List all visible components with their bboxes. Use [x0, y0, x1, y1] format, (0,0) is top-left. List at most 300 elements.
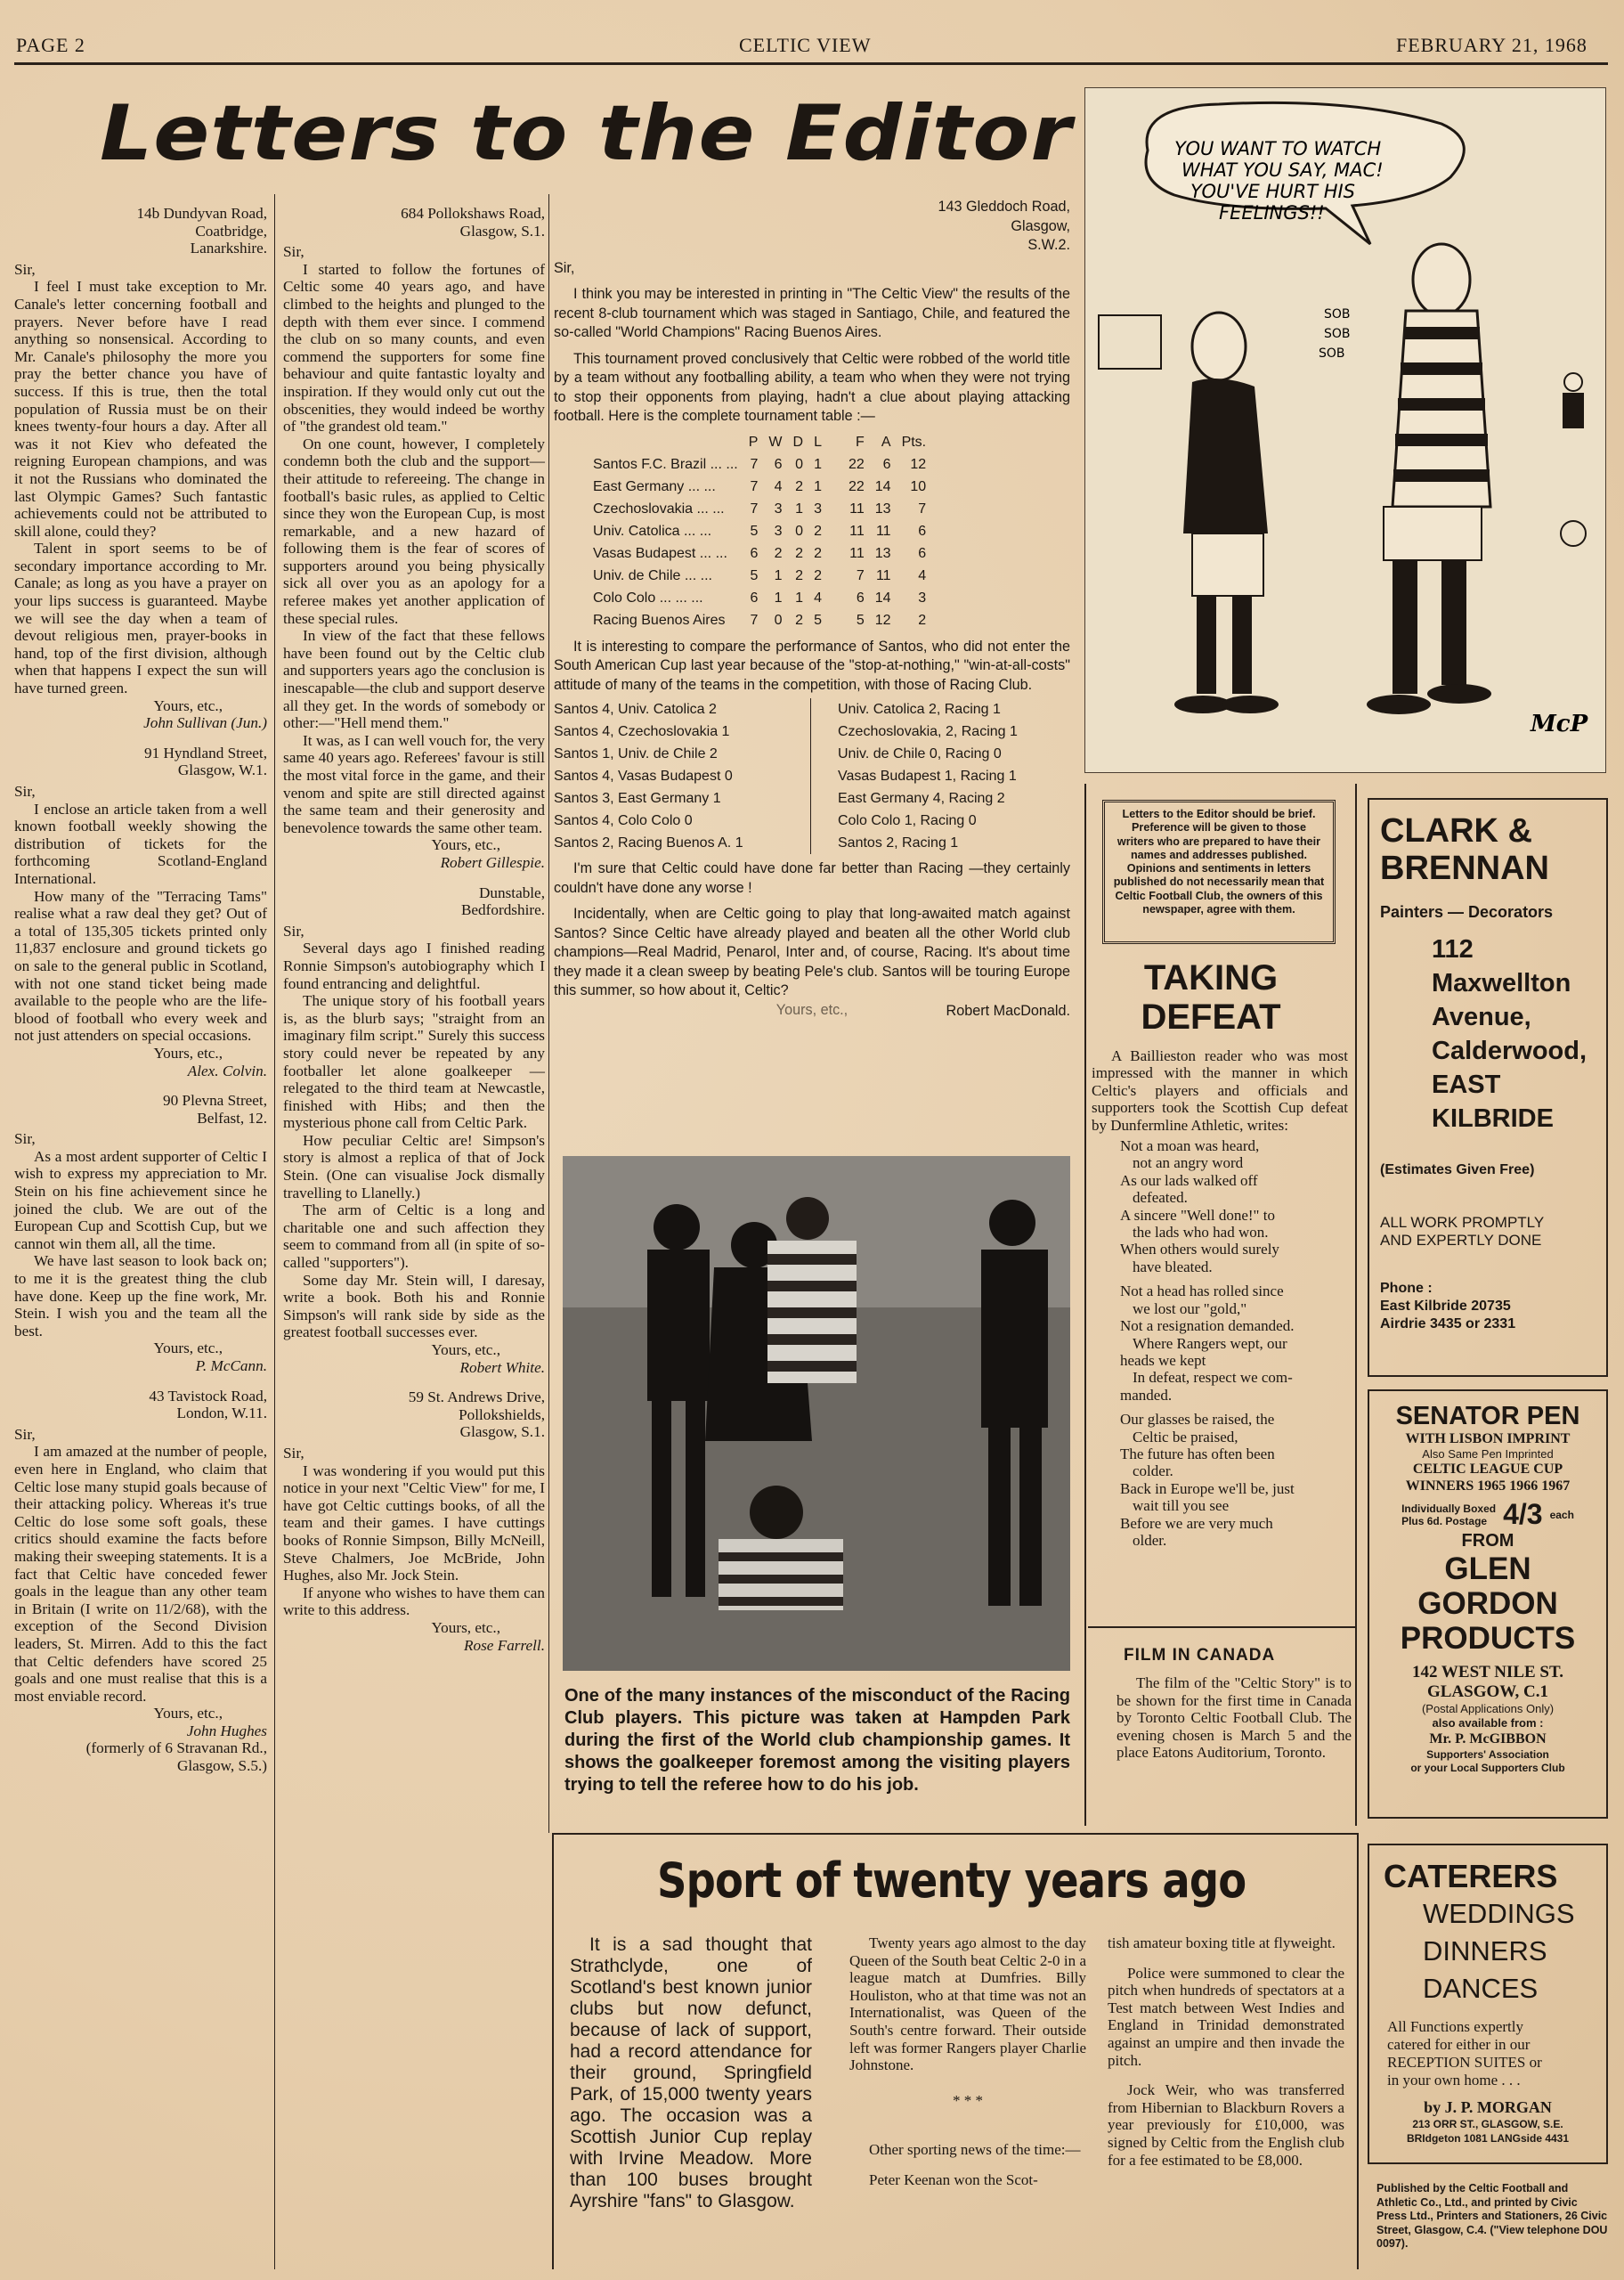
poem-line: Where Rangers wept, our	[1133, 1334, 1287, 1352]
col-head: Pts.	[901, 435, 927, 451]
letter-paragraph: If anyone who wishes to have them can write to this address.	[283, 1584, 545, 1619]
signature: Robert Gillespie.	[440, 853, 545, 871]
letter-paragraph: The arm of Celtic is a long and charitable one and such affection they seem to command from all (in spite of so-called "supporters").	[283, 1201, 545, 1272]
result-line: Vasas Budapest 1, Racing 1	[838, 769, 1017, 784]
salutation: Sir,	[283, 922, 304, 940]
poem-line: Before we are very much	[1120, 1514, 1273, 1532]
sport-paragraph: tish amateur boxing title at flyweight.	[1108, 1934, 1336, 1951]
letter-paragraph: I was wondering if you would put this notice in your next "Celtic View" for me, I have got Celtic cuttings books, of all the team and their games. I have cuttings books of Ronnie Simpson, Billy McNeill, Steve Chalmers, Joe McBride, John Hughes, also Mr. Jock Stein.	[283, 1462, 545, 1584]
salutation: Sir,	[14, 1130, 36, 1148]
player-leg-icon	[1441, 560, 1466, 685]
letter-paragraph: It was, as I can well vouch for, the very same 40 years ago. Referees' favour is still the most vital force in the game, and their venom and spite are still directed against the same team and their generosity and benevolence towards the same other team.	[283, 731, 545, 836]
sport-paragraph: Peter Keenan won the Scot-	[869, 2170, 1038, 2188]
ad-tel: BRIdgeton 1081 LANGside 4431	[1406, 2132, 1570, 2145]
table-cell: 12	[874, 613, 891, 629]
referee-boot-icon	[1222, 696, 1279, 713]
yours: Yours, etc.,	[153, 696, 223, 714]
sob-text: SOB	[1324, 307, 1351, 322]
ad-address: 112	[1432, 935, 1474, 964]
team-name: Racing Buenos Aires	[593, 613, 726, 629]
table-cell: 3	[918, 590, 927, 607]
poem-line: Not a moan was heard,	[1120, 1137, 1260, 1155]
table-row	[588, 543, 931, 566]
salutation: Sir,	[14, 783, 36, 800]
notice-text: Letters to the Editor should be brief. Preference will be given to those writers who are prepared to have their names and addresses published. Opinions and sentiments in letters published do not necessarily mean that Celtic Football Club, the owners of this newspaper, agree with them.	[1113, 808, 1325, 916]
letter-paragraph: How peculiar Celtic are! Simpson's story is almost a replica of that of Jock Stein. (One can visualise Jock dismally travelling to Llanelly.)	[283, 1131, 545, 1201]
table-cell: 4	[814, 590, 822, 607]
column-2	[283, 205, 545, 1654]
ad-text: in your own home . . .	[1387, 2072, 1521, 2089]
letter-address: Glasgow, W.1.	[177, 761, 267, 779]
column-rule	[548, 194, 549, 1833]
ad-phone: East Kilbride 20735	[1380, 1299, 1511, 1314]
ad-text: RECEPTION SUITES or	[1387, 2054, 1542, 2071]
letter-address: Glasgow,	[1011, 217, 1070, 234]
letter-paragraph: It is interesting to compare the performance of Santos, who did not enter the South American Cup last year because of the "stop-at-nothing," "win-at-all-costs" attitude of many of the teams in the competition, with those of Racing Club.	[554, 638, 1070, 693]
col-head: A	[881, 435, 891, 451]
letter-address: London, W.11.	[176, 1405, 267, 1422]
poem-line: Not a head has rolled since	[1120, 1282, 1284, 1300]
former-address: Glasgow, S.5.)	[176, 1757, 267, 1775]
ad-sub: WITH LISBON IMPRINT	[1405, 1431, 1571, 1446]
table-row	[588, 566, 931, 588]
table-cell: 0	[795, 457, 804, 473]
table-cell: 11	[875, 568, 891, 584]
ad-each: each	[1549, 1508, 1574, 1521]
team-name: Colo Colo ... ... ...	[593, 590, 703, 607]
ad-address: Avenue,	[1432, 1003, 1531, 1031]
table-cell: 1	[795, 501, 804, 517]
signature: John Hughes	[186, 1722, 267, 1739]
poem-line: The future has often been	[1120, 1445, 1275, 1462]
table-cell: 2	[814, 524, 822, 540]
table-cell: 3	[774, 524, 783, 540]
poem-line: the lads who had won.	[1133, 1224, 1269, 1242]
table-cell: 2	[774, 546, 783, 562]
yours: Yours, etc.,	[153, 1705, 223, 1722]
letter-address: Glasgow, S.1.	[459, 222, 545, 240]
result-line: Santos 2, Racing 1	[838, 835, 959, 851]
ad-phone-label: Phone :	[1380, 1281, 1433, 1296]
poem-line: As our lads walked off	[1120, 1171, 1258, 1189]
salutation: Sir,	[14, 260, 36, 278]
table-cell: 6	[918, 546, 927, 562]
ad-phone: Airdrie 3435 or 2331	[1380, 1316, 1516, 1331]
ad-text: All Functions expertly	[1387, 2018, 1523, 2035]
letter-address: 43 Tavistock Road,	[149, 1387, 267, 1405]
sport-paragraph: It is a sad thought that Strathclyde, one of Scotland's best known junior clubs but now defunct, because of lack of support, had a record attendance for their ground, Springfield Park, of 15,000 twenty years ago. The occasion was a Scottish Junior Cup replay with Irvine Meadow. More than 100 buses brought Ayrshire "fans" to Glasgow.	[570, 1934, 812, 2211]
match-photo	[563, 1156, 1070, 1671]
ad-promise: AND EXPERTLY DONE	[1380, 1232, 1542, 1249]
result-line: Univ. de Chile 0, Racing 0	[838, 746, 1002, 761]
referee-body-icon	[1183, 379, 1268, 533]
table-cell: 6	[774, 457, 783, 473]
sport-paragraph: Other sporting news of the time:—	[869, 2141, 1081, 2159]
letter-address: 684 Pollokshaws Road,	[401, 205, 545, 222]
team-name: Santos F.C. Brazil ... ...	[593, 457, 738, 473]
table-cell: 13	[874, 546, 891, 562]
poem-line: have bleated.	[1133, 1258, 1213, 1275]
result-line: Santos 1, Univ. de Chile 2	[554, 746, 718, 761]
film-text: The film of the "Celtic Story" is to be shown for the first time in Canada by Toronto Celtic Football Club. The evening chosen is March 5 and the place Eatons Auditorium, Toronto.	[1116, 1674, 1352, 1762]
letter-paragraph: Some day Mr. Stein will, I daresay, write a book. Both his and Ronnie Simpson's will rank side by side as the greatest football successes ever.	[283, 1271, 545, 1341]
column-3	[554, 198, 1070, 1022]
table-cell: 22	[848, 479, 865, 495]
poem	[1120, 1137, 1348, 1549]
table-header	[588, 432, 931, 454]
ad-caterers	[1368, 1844, 1608, 2164]
letter-paragraph: On one count, however, I completely condemn both the club and the support—their attitude to refereeing. The change in football's basic rules, as applied to Celtic since they won the European Cup, is most remarkable, and a new hazard of following them is the fear of scores of supporters around you being physically sick all over you as an apology for a referee makes yet another application of these special rules.	[283, 435, 545, 627]
table-cell: 6	[918, 524, 927, 540]
ad-addr: 213 ORR ST., GLASGOW, S.E.	[1412, 2118, 1563, 2130]
sob-text: SOB	[1324, 327, 1351, 341]
photo-image	[563, 1156, 1070, 1671]
poem-line: Not a resignation demanded.	[1120, 1317, 1295, 1335]
table-cell: 4	[774, 479, 783, 495]
ad-address: Calderwood,	[1432, 1037, 1587, 1065]
table-cell: 0	[774, 613, 783, 629]
letter-address: 90 Plevna Street,	[163, 1092, 267, 1110]
ad-assoc: or your Local Supporters Club	[1410, 1762, 1565, 1774]
ad-postal: (Postal Applications Only)	[1421, 1702, 1555, 1715]
ad-promise: ALL WORK PROMPTLY	[1380, 1214, 1545, 1231]
table-cell: 7	[918, 501, 927, 517]
table-row	[588, 610, 931, 632]
ad-estimates: (Estimates Given Free)	[1380, 1162, 1535, 1177]
table-row	[588, 476, 931, 499]
table-cell: 13	[874, 501, 891, 517]
goal-icon	[1099, 315, 1161, 369]
ad-title: SENATOR PEN	[1395, 1402, 1580, 1430]
column-1	[14, 205, 267, 1775]
ad-address: KILBRIDE	[1432, 1104, 1554, 1133]
table-cell: 6	[882, 457, 891, 473]
ad-text: catered for either in our	[1387, 2036, 1531, 2053]
team-name: Czechoslovakia ... ...	[593, 501, 725, 517]
sob-text: SOB	[1319, 346, 1345, 361]
result-line: Santos 4, Univ. Catolica 2	[554, 702, 717, 717]
result-line: Santos 2, Racing Buenos A. 1	[554, 835, 743, 851]
poem-line: older.	[1133, 1531, 1167, 1549]
letter-address: 143 Gleddoch Road,	[938, 199, 1070, 215]
film-body	[1116, 1674, 1352, 1762]
sport-title: Sport of twenty years ago	[657, 1852, 1246, 1909]
table-cell: 6	[750, 590, 759, 607]
poem-line: we lost our "gold,"	[1133, 1299, 1247, 1317]
bubble-line: YOU WANT TO WATCH	[1174, 138, 1382, 159]
referee-leg-icon	[1197, 596, 1216, 694]
santos-results	[554, 698, 811, 854]
ad-clark-brennan	[1368, 798, 1608, 1377]
cartoonist-signature: McP	[1531, 711, 1588, 737]
table-cell: 3	[774, 501, 783, 517]
poem-stanza	[1120, 1411, 1348, 1549]
table-row	[588, 521, 931, 543]
signature: P. McCann.	[195, 1357, 267, 1374]
results-block	[554, 698, 1070, 854]
signature: Robert White.	[459, 1358, 545, 1376]
table-cell: 2	[814, 568, 822, 584]
table-row	[588, 499, 931, 521]
table-cell: 6	[856, 590, 865, 607]
poem-stanza	[1120, 1282, 1348, 1404]
result-line: Univ. Catolica 2, Racing 1	[838, 702, 1001, 717]
table-cell: 7	[750, 457, 759, 473]
cartoon-drawing	[1085, 88, 1605, 772]
ad-addr: 142 WEST NILE ST.	[1411, 1663, 1564, 1682]
ad-boxed: Individually Boxed	[1401, 1502, 1497, 1515]
player-boot-icon	[1367, 695, 1431, 714]
photo-caption: One of the many instances of the misconduct of the Racing Club players. This picture was taken at Hampden Park during the first of the World club championship games. It shows the goalkeeper foremost among the visiting players trying to tell the referee how to do his job.	[564, 1686, 1070, 1795]
table-cell: 10	[910, 479, 927, 495]
poem-line: Celtic be praised,	[1133, 1428, 1238, 1445]
poem-line: When others would surely	[1120, 1241, 1279, 1258]
stars-divider: * * *	[953, 2091, 983, 2109]
ad-price: 4/3	[1503, 1498, 1543, 1530]
salutation: Sir,	[554, 259, 575, 276]
table-cell: 5	[750, 524, 759, 540]
sport-paragraph: Twenty years ago almost to the day Queen of the South beat Celtic 2-0 in a league match at Dumfries. Billy Houliston, who at that time was not an Internationalist, was Queen of the South's centre forward. Their outside left was former Rangers player Charlie Johnstone.	[849, 1934, 1086, 2074]
table-cell: 4	[918, 568, 927, 584]
letter-address: 59 St. Andrews Drive,	[408, 1388, 545, 1406]
ball-icon	[1561, 521, 1586, 546]
letter-paragraph: I think you may be interested in printing in "The Celtic View" the results of the recent 8-club tournament which was staged in Santiago, Chile, and featured the so-called "World Champions" Racing Buenos Aires.	[554, 286, 1070, 340]
ad-item: WEDDINGS	[1423, 1898, 1575, 1929]
table-cell: 3	[814, 501, 822, 517]
ad-firm: GLEN	[1444, 1551, 1531, 1586]
poem-line: In defeat, respect we com-	[1133, 1369, 1293, 1387]
ad-cup: CELTIC LEAGUE CUP	[1412, 1462, 1563, 1477]
table-row	[588, 454, 931, 476]
ad-firm: GORDON	[1417, 1586, 1558, 1621]
ad-by: by J. P. MORGAN	[1424, 2098, 1552, 2116]
result-line: Santos 3, East Germany 1	[554, 791, 721, 806]
ad-agent: Mr. P. McGIBBON	[1429, 1731, 1547, 1747]
table-cell: 2	[795, 479, 804, 495]
team-name: Vasas Budapest ... ...	[593, 546, 727, 562]
team-name: Univ. Catolica ... ...	[593, 524, 712, 540]
table-cell: 2	[795, 546, 804, 562]
player-shorts-icon	[1384, 507, 1482, 560]
film-rule	[1088, 1626, 1355, 1628]
yours: Yours, etc.,	[153, 1340, 223, 1357]
signature: Rose Farrell.	[463, 1636, 545, 1654]
letter-address: Dunstable,	[479, 884, 545, 901]
ad-title: CATERERS	[1384, 1858, 1558, 1894]
ad-address: EAST	[1432, 1071, 1501, 1099]
letter-paragraph: This tournament proved conclusively that Celtic were robbed of the world title by a team without any footballing ability, a team who when they were not trying to stop their opponents from playing, hadn't a clue about playing attacking football. Here is the complete tournament table :—	[554, 350, 1070, 424]
table-cell: 12	[910, 457, 927, 473]
table-cell: 5	[814, 613, 822, 629]
table-cell: 2	[814, 546, 822, 562]
table-cell: 7	[856, 568, 865, 584]
table-cell: 2	[795, 613, 804, 629]
table-cell: 11	[849, 501, 865, 517]
tournament-table	[588, 432, 931, 632]
poem-line: defeated.	[1133, 1189, 1188, 1207]
ad-item: DANCES	[1423, 1973, 1539, 2004]
team-name: Univ. de Chile ... ...	[593, 568, 712, 584]
letter-address: Pollokshields,	[459, 1405, 545, 1423]
poem-line: manded.	[1120, 1386, 1173, 1404]
title-line: TAKING	[1143, 958, 1279, 998]
publisher-note: Published by the Celtic Football and Athletic Co., Ltd., and printed by Civic Press Ltd., Printers and Stationers, 26 Civic Street, Glasgow, C.4. ("View telephone DOU 0097).	[1376, 2182, 1608, 2250]
ad-senator-pen	[1368, 1389, 1608, 1819]
salutation: Sir,	[283, 243, 304, 261]
signature: Alex. Colvin.	[187, 1062, 267, 1079]
table-cell: 7	[750, 613, 759, 629]
letter-paragraph: I enclose an article taken from a well known football weekly showing the distribution of tickets for the forthcoming Scotland-England International.	[14, 800, 267, 887]
poem-line: Back in Europe we'll be, just	[1120, 1479, 1295, 1497]
player-head-icon	[1413, 244, 1470, 315]
bubble-line: WHAT YOU SAY, MAC!	[1181, 159, 1384, 181]
notice-box	[1102, 800, 1336, 944]
letter-paragraph: Talent in sport seems to be of secondary importance according to Mr. Canale; as long as you have a prayer on your lips success is guaranteed. Maybe we will see the day when a team of devout religious men, prayer-books in hand, top of the first division, although when that happens I expect the sun will have turned green.	[14, 540, 267, 697]
letter-address: 14b Dundyvan Road,	[136, 205, 267, 222]
former-address: (formerly of 6 Stravanan Rd.,	[85, 1739, 267, 1757]
yours: Yours, etc.,	[775, 1001, 849, 1018]
result-line: Santos 4, Vasas Budapest 0	[554, 769, 733, 784]
yours: Yours, etc.,	[431, 1618, 500, 1636]
salutation: Sir,	[14, 1425, 36, 1443]
table-cell: 5	[856, 613, 865, 629]
result-line: Colo Colo 1, Racing 0	[838, 813, 977, 828]
referee-leg-icon	[1232, 596, 1252, 694]
bubble-line: YOU'VE HURT HIS	[1190, 181, 1356, 202]
table-cell: 11	[875, 524, 891, 540]
ad-name: BRENNAN	[1380, 850, 1549, 887]
masthead: Letters to the Editor	[100, 89, 1073, 178]
poem-line: Our glasses be raised, the	[1120, 1411, 1275, 1429]
table-cell: 0	[795, 524, 804, 540]
col-head: D	[792, 435, 804, 451]
ad-addr: GLASGOW, C.1	[1426, 1682, 1549, 1701]
table-cell: 1	[774, 568, 783, 584]
salutation: Sir,	[283, 1444, 304, 1462]
poem-line: A sincere "Well done!" to	[1120, 1206, 1275, 1224]
yours: Yours, etc.,	[153, 1044, 223, 1062]
referee-head-icon	[1192, 313, 1246, 380]
sport-col-1	[570, 1934, 812, 2212]
taking-defeat-body	[1092, 1047, 1348, 1556]
cartoon	[1084, 87, 1606, 773]
column-rule	[1084, 784, 1086, 1826]
letter-paragraph: I started to follow the fortunes of Celtic some 40 years ago, and have climbed to the heights and plunged to the depth with them ever since. I commend the club on so many counts, and even commend the supporters for some fine behaviour and quite fantastic loyalty and inspiration. If they would only cut out the obscenities, they would indeed be worthy of "the grandest old team."	[283, 260, 545, 436]
sport-paragraph: Police were summoned to clear the pitch when hundreds of spectators at a Test match between West Indies and England in Trinidad demonstrated against an umpire and then invade the pitch.	[1108, 1964, 1344, 2069]
team-name: East Germany ... ...	[593, 479, 716, 495]
col-head: W	[768, 435, 783, 451]
poem-stanza	[1120, 1137, 1348, 1275]
player-leg-icon	[1393, 560, 1417, 694]
col-head: F	[855, 435, 865, 451]
ad-item: DINNERS	[1423, 1935, 1547, 1966]
letter-paragraph: I'm sure that Celtic could have done far better than Racing —they certainly couldn't have done any worse !	[554, 860, 1070, 896]
letter-paragraph: Several days ago I finished reading Ronnie Simpson's autobiography which I found entrancing and delightful.	[283, 940, 545, 992]
table-cell: 22	[848, 457, 865, 473]
yours: Yours, etc.,	[431, 1341, 500, 1358]
referee-shorts-icon	[1192, 533, 1263, 596]
title-line: DEFEAT	[1141, 998, 1281, 1037]
sport-col-3	[1108, 1934, 1344, 2169]
letter-address: Bedfordshire.	[460, 901, 545, 919]
table-cell: 7	[750, 479, 759, 495]
letter-paragraph: In view of the fact that these fellows have been found out by the Celtic club and supporters years ago the conclusion is inescapable—the club and support deserve all they get. In the words of somebody or other:—"Hell mend them."	[283, 627, 545, 732]
signature: John Sullivan (Jun.)	[143, 714, 267, 732]
letter-paragraph: How many of the "Terracing Tams" realise what a raw deal they get? Out of a total of 135,305 tickets printed only 11,837 enclosure and ground tickets go on sale to the general public in Scotland, with not one stand ticket being made available to the people who are the life-blood of football who every week and not just attenders on special occasions.	[14, 887, 267, 1045]
paper-name: CELTIC VIEW	[739, 34, 872, 56]
table-cell: 1	[814, 479, 822, 495]
letter-paragraph: The unique story of his football years is, as the blurb says; "straight from an imaginary film script." Surely this success story could never be repeated by any footballer let alone goalkeeper — relegated to the third team at Newcastle, finished with Hibs; and then the mysterious phone call from Celtic Park.	[283, 992, 545, 1132]
poem-line: not an angry word	[1133, 1154, 1244, 1172]
table-cell: 14	[874, 479, 891, 495]
table-cell: 7	[750, 501, 759, 517]
letter-address: Glasgow, S.1.	[459, 1423, 545, 1441]
bubble-line: FEELINGS!!	[1219, 202, 1325, 224]
ad-trade: Painters — Decorators	[1380, 903, 1554, 921]
taking-defeat-title	[1092, 958, 1330, 1037]
ad-address: Maxwellton	[1432, 969, 1571, 998]
page-number: PAGE 2	[16, 34, 85, 56]
sport-paragraph: Jock Weir, who was transferred from Hibernian to Blackburn Rovers a year previously for £10,000, was signed by Celtic from the English club for a fee estimated to be £8,000.	[1108, 2081, 1344, 2169]
table-cell: 14	[874, 590, 891, 607]
intro-paragraph: A Baillieston reader who was most impressed with the manner in which Celtic's players and officials and supporters took the Scottish Cup defeat by Dunfermline Athletic, writes:	[1092, 1047, 1348, 1134]
letter-paragraph: I am amazed at the number of people, even here in England, who claim that Celtic lose many stupid goals because of their attacking policy. Whereas it's true Celtic do lose some soft goals, these critics should examine the facts before making their sweeping statements. It is a fact that Celtic have conceded fewer goals in the league than any other team in Britain (I write on 11/2/68), with the exception of the Second Division leaders, St. Mirren. Add to this the fact that Celtic defenders have scored 25 goals and one must realise that this is a most enviable record.	[14, 1443, 267, 1705]
poem-line: heads we kept	[1120, 1351, 1206, 1369]
column-rule	[274, 194, 275, 2269]
yours: Yours, etc.,	[431, 836, 500, 854]
letter-paragraph: We have last season to look back on; to me it is the greatest thing the club have done. Keep up the fine work, Mr. Stein. I wish you and the team all the best.	[14, 1252, 267, 1340]
racing-results	[811, 698, 1018, 854]
letter-address: S.W.2.	[1027, 237, 1070, 253]
table-cell: 5	[750, 568, 759, 584]
film-title: FILM IN CANADA	[1124, 1646, 1276, 1665]
ad-avail: also available from :	[1432, 1716, 1544, 1730]
table-cell: 2	[918, 613, 927, 629]
table-cell: 6	[750, 546, 759, 562]
result-line: Santos 4, Czechoslovakia 1	[554, 724, 730, 739]
col-head: P	[748, 435, 759, 451]
letter-paragraph: Incidentally, when are Celtic going to play that long-awaited match against Santos? Since Celtic have already played and beaten all the other World club champions—Real Madrid, Penarol, Inter and, of course, Racing. It's about time they made it a clean sweep by beating Pele's club. Santos will be touring Europe this summer, so how about it, Celtic?	[554, 906, 1070, 998]
ad-assoc: Supporters' Association	[1426, 1748, 1549, 1761]
ad-cup: WINNERS 1965 1966 1967	[1405, 1478, 1571, 1494]
player-boot-icon	[1427, 684, 1491, 704]
result-line: Czechoslovakia, 2, Racing 1	[838, 724, 1018, 739]
letter-paragraph: As a most ardent supporter of Celtic I wish to express my appreciation to Mr. Stein on his fine achievement since he joined the club. We are out of the European Cup and Scottish Cup, but we cannot win them all, all the time.	[14, 1147, 267, 1252]
ad-name: CLARK &	[1380, 812, 1532, 850]
ad-boxed: Plus 6d. Postage	[1401, 1514, 1488, 1527]
table-cell: 2	[795, 568, 804, 584]
table-cell: 11	[849, 546, 865, 562]
ad-firm: PRODUCTS	[1400, 1621, 1576, 1656]
letter-address: Lanarkshire.	[190, 240, 267, 257]
poem-line: wait till you see	[1133, 1497, 1230, 1515]
poem-line: colder.	[1133, 1462, 1173, 1480]
letter-address: 91 Hyndland Street,	[144, 744, 267, 761]
ad-from: FROM	[1461, 1531, 1514, 1551]
result-line: Santos 4, Colo Colo 0	[554, 813, 693, 828]
col-head: L	[814, 435, 822, 451]
header-rule	[14, 62, 1608, 65]
letter-paragraph: I feel I must take exception to Mr. Canale's letter concerning football and prayers. Never before have I read anything so nonsensical. According to Mr. Canale's philosophy the more you pray the better chance you have of success. If this is true, then the total population of Russia must be on their knees twenty-four hours a day. After all was it not Kiev who defeated the reigning European champions, and was it not the Russians who dominated the last Olympic Games? Such fantastic achievements could not be attributed to skill alone, could they?	[14, 278, 267, 540]
letter-address: Belfast, 12.	[197, 1109, 267, 1127]
result-line: East Germany 4, Racing 2	[838, 791, 1005, 806]
table-row	[588, 588, 931, 610]
distant-player-icon	[1564, 373, 1582, 391]
signature: Robert MacDonald.	[946, 1003, 1070, 1019]
column-rule	[1355, 784, 1357, 1826]
ad-also: Also Same Pen Imprinted	[1422, 1447, 1554, 1461]
table-cell: 1	[814, 457, 822, 473]
